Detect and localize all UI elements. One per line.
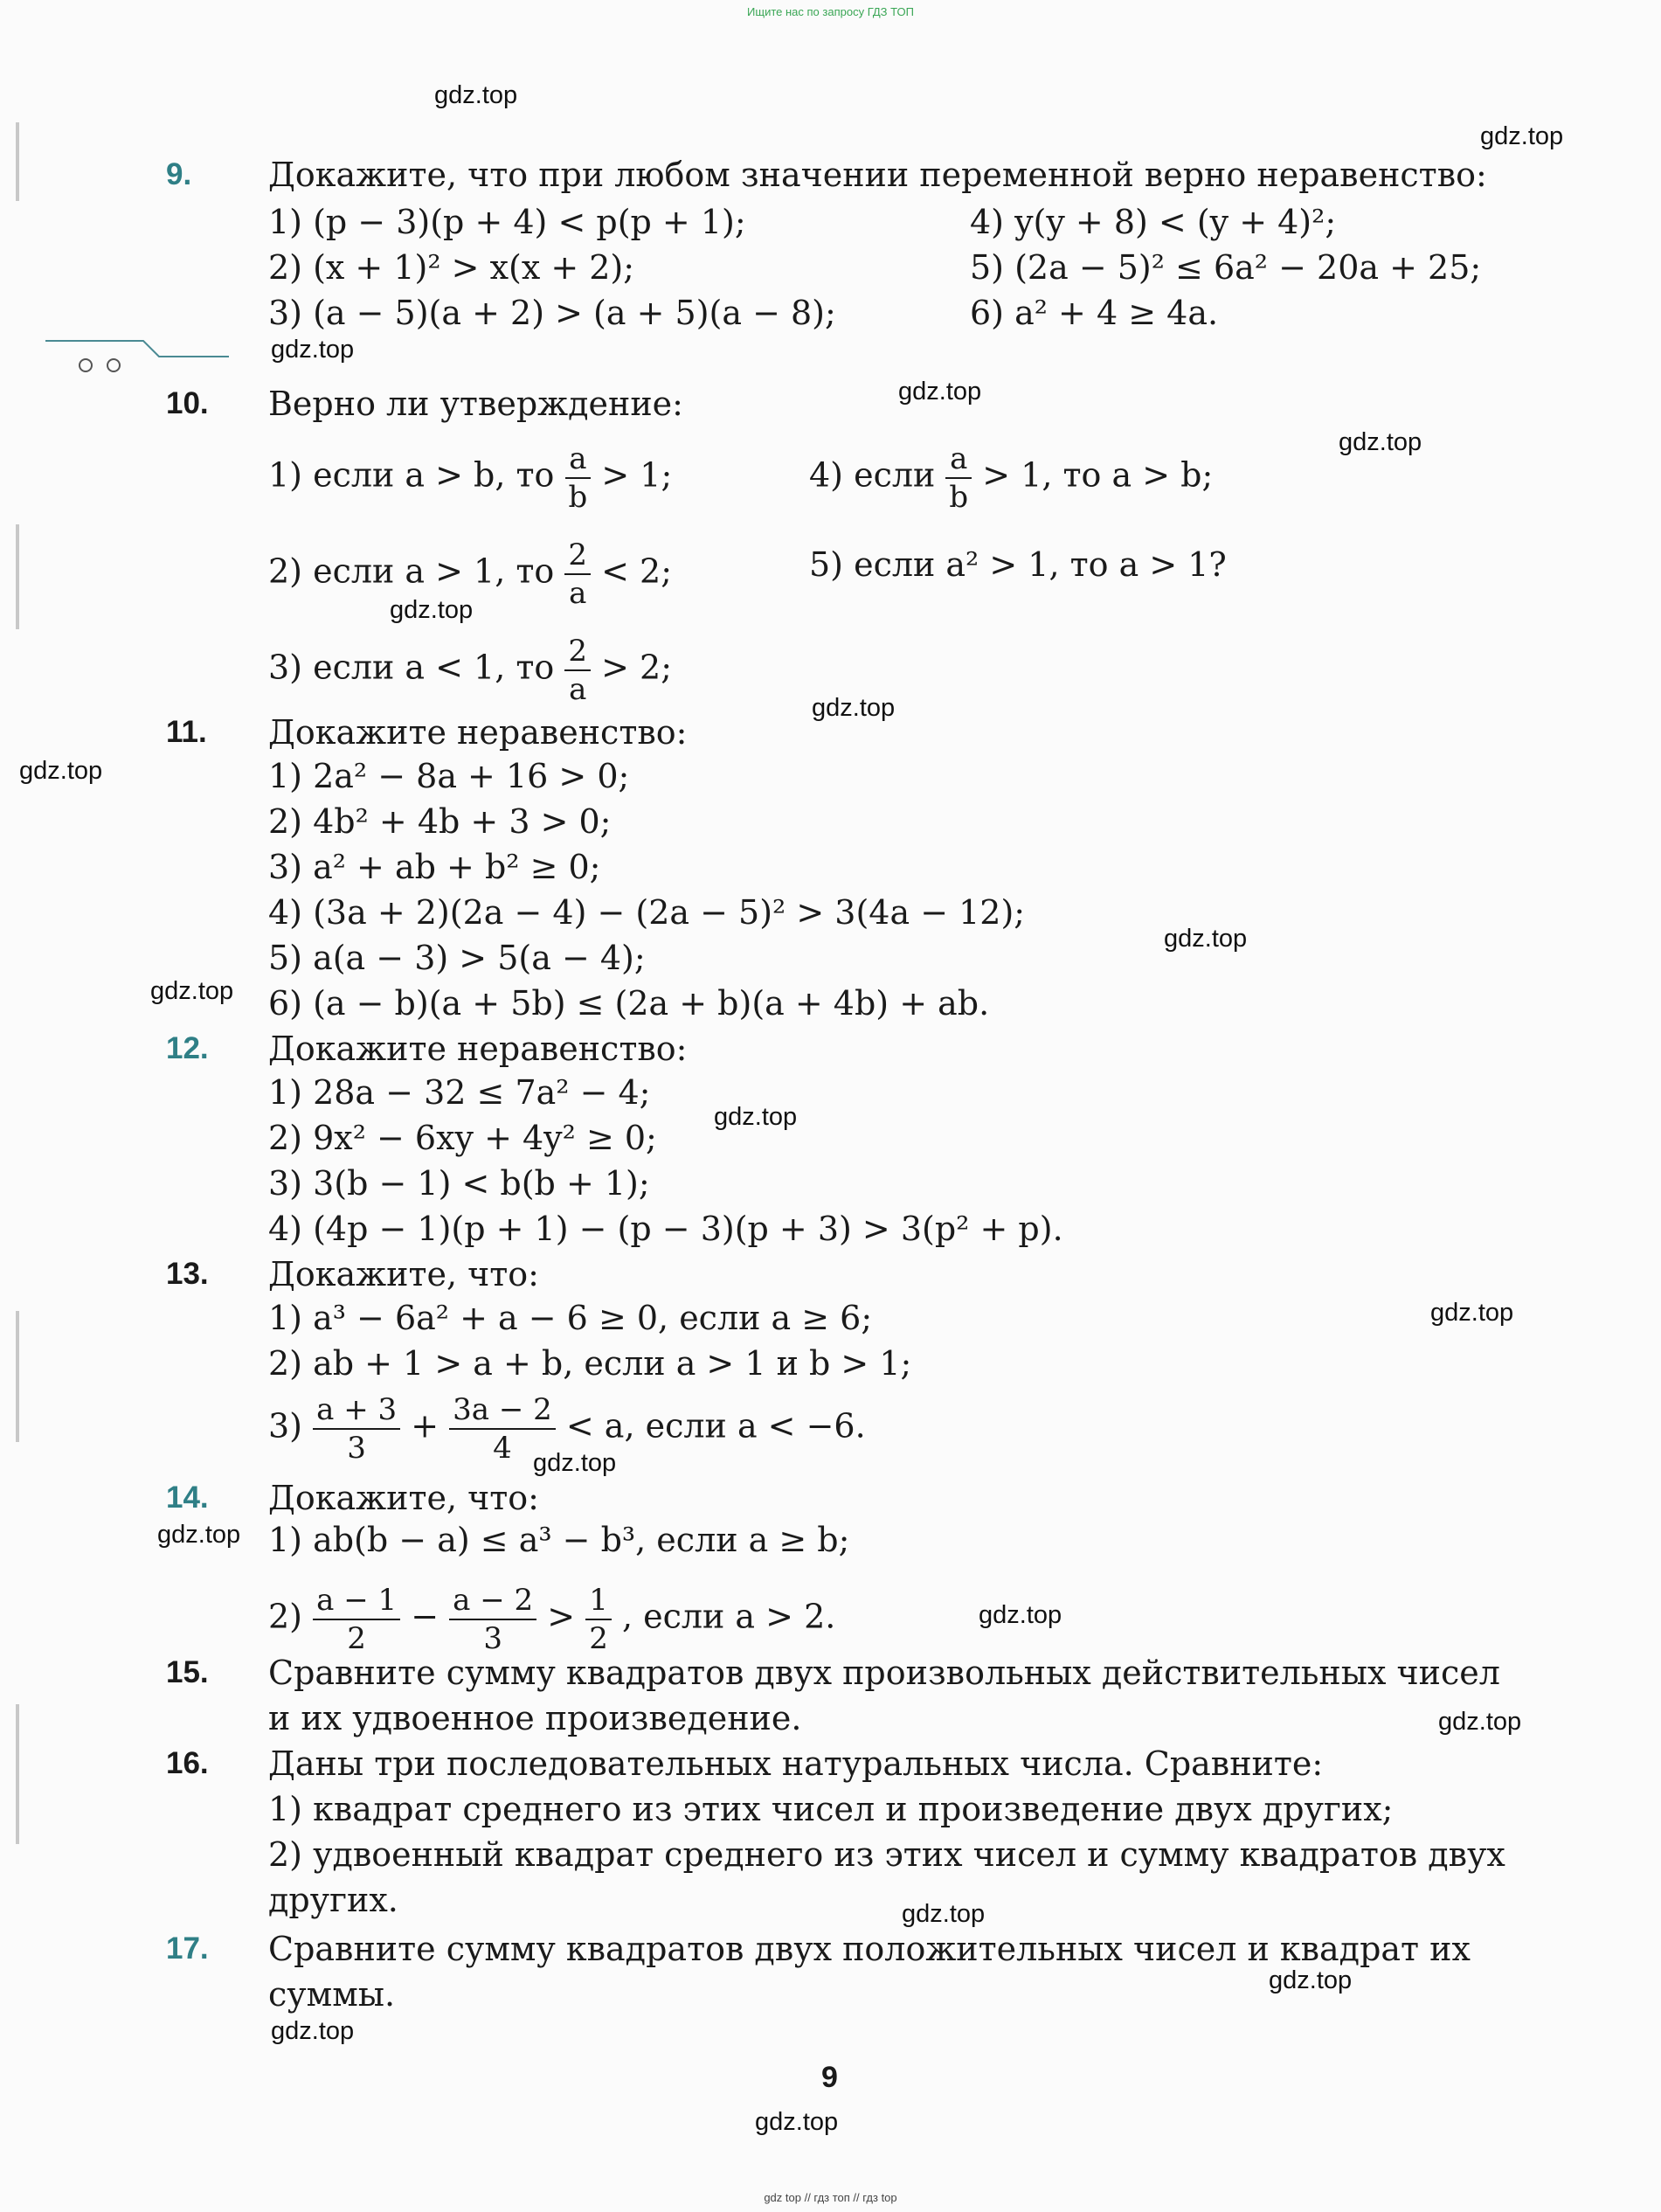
scan-edge-mark (16, 1704, 19, 1844)
inequality: 3) $\frac{a + 3}{3}$ + $\frac{3a - 2}{4}$ < a, если a < −6. (268, 1392, 866, 1466)
scan-edge-mark (16, 122, 19, 201)
task-number: 15. (166, 1655, 209, 1689)
watermark: gdz.top (1164, 925, 1248, 953)
inequality: 2) ab + 1 > a + b, если a > 1 и b > 1; (268, 1344, 912, 1383)
fraction: $\frac{1}{2}$ (585, 1585, 612, 1654)
inequality: 3) 3(b − 1) < b(b + 1); (268, 1164, 650, 1203)
fraction: $\frac{a - 2}{3}$ (449, 1585, 536, 1654)
watermark: gdz.top (434, 81, 518, 109)
task-title: Докажите неравенство: (268, 1030, 688, 1068)
task-text: 1) квадрат среднего из этих чисел и произведение двух других; (268, 1790, 1394, 1828)
task-number: 9. (166, 157, 192, 191)
watermark: gdz.top (979, 1601, 1062, 1629)
watermark: gdz.top (1438, 1708, 1522, 1736)
inequality: 1) 2a² − 8a + 16 > 0; (268, 757, 630, 795)
watermark: gdz.top (150, 977, 234, 1005)
inequality: 1) (p − 3)(p + 4) < p(p + 1); (268, 203, 746, 241)
statement: 4) если $\frac{a}{b}$ > 1, то a > b; (809, 441, 1214, 515)
watermark: gdz.top (390, 596, 474, 624)
fraction: $\frac{a - 1}{2}$ (313, 1585, 400, 1654)
task-text: Сравните сумму квадратов двух положительных чисел и квадрат их (268, 1930, 1471, 1968)
watermark: gdz.top (1480, 122, 1564, 150)
watermark: gdz.top (1430, 1299, 1514, 1327)
inequality: 1) ab(b − a) ≤ a³ − b³, если a ≥ b; (268, 1521, 850, 1559)
inequality: 5) (2a − 5)² ≤ 6a² − 20a + 25; (970, 248, 1482, 287)
scan-edge-mark (16, 524, 19, 629)
watermark: gdz.top (271, 336, 355, 364)
inequality: 2) 4b² + 4b + 3 > 0; (268, 802, 612, 841)
watermark: gdz.top (714, 1103, 798, 1131)
statement: 2) если a > 1, то $\frac{2}{a}$ < 2; (268, 537, 673, 611)
inequality: 4) (4p − 1)(p + 1) − (p − 3)(p + 3) > 3(p² + p). (268, 1210, 1063, 1248)
fraction: $\frac{2}{a}$ (564, 636, 591, 704)
fraction: $\frac{a}{b}$ (945, 444, 972, 512)
statement: 5) если a² > 1, то a > 1? (809, 545, 1227, 584)
fraction: $\frac{a + 3}{3}$ (313, 1395, 400, 1463)
fraction: $\frac{2}{a}$ (564, 540, 591, 608)
watermark: gdz.top (755, 2108, 839, 2136)
fraction: $\frac{a}{b}$ (565, 444, 592, 512)
watermark: gdz.top (533, 1449, 617, 1477)
task-number: 13. (166, 1257, 209, 1291)
statement: 1) если a > b, то $\frac{a}{b}$ > 1; (268, 441, 673, 515)
inequality: 6) a² + 4 ≥ 4a. (970, 294, 1219, 332)
inequality: 1) 28a − 32 ≤ 7a² − 4; (268, 1073, 651, 1112)
task-text: и их удвоенное произведение. (268, 1699, 802, 1737)
watermark: gdz.top (1269, 1966, 1353, 1994)
inequality: 4) y(y + 8) < (y + 4)²; (970, 203, 1337, 241)
watermark: gdz.top (812, 694, 896, 722)
inequality: 3) a² + ab + b² ≥ 0; (268, 848, 601, 886)
task-title: Докажите, что: (268, 1255, 539, 1293)
task-number: 12. (166, 1031, 209, 1065)
task-text: других. (268, 1881, 398, 1919)
task-number: 10. (166, 386, 209, 420)
task-text: суммы. (268, 1975, 396, 2014)
page-number: 9 (821, 2061, 838, 2094)
watermark: gdz.top (902, 1900, 986, 1928)
inequality: 1) a³ − 6a² + a − 6 ≥ 0, если a ≥ 6; (268, 1299, 873, 1337)
task-title: Докажите, что при любом значении переменной верно неравенство: (268, 156, 1487, 194)
task-number: 17. (166, 1931, 209, 1966)
inequality: 2) (x + 1)² > x(x + 2); (268, 248, 635, 287)
watermark: gdz.top (19, 757, 103, 785)
task-text: 2) удвоенный квадрат среднего из этих чисел и сумму квадратов двух (268, 1835, 1505, 1874)
inequality: 6) (a − b)(a + 5b) ≤ (2a + b)(a + 4b) + ab. (268, 984, 990, 1023)
fraction: $\frac{3a - 2}{4}$ (449, 1395, 556, 1463)
task-title: Даны три последовательных натуральных числа. Сравните: (268, 1744, 1324, 1783)
inequality: 5) a(a − 3) > 5(a − 4); (268, 939, 646, 977)
inequality: 3) (a − 5)(a + 2) > (a + 5)(a − 8); (268, 294, 836, 332)
inequality: 2) 9x² − 6xy + 4y² ≥ 0; (268, 1119, 657, 1157)
watermark: gdz.top (1339, 428, 1422, 456)
bottom-banner[interactable]: gdz top // гдз топ // гдз top (764, 2191, 897, 2204)
task-number: 16. (166, 1746, 209, 1780)
scan-edge-mark (16, 1311, 19, 1442)
inequality: 2) $\frac{a - 1}{2}$ − $\frac{a - 2}{3}$ > $\frac{1}{2}$ , если a > 2. (268, 1583, 836, 1656)
task-title: Верно ли утверждение: (268, 385, 683, 423)
task-number: 11. (166, 715, 207, 749)
section-decoration-icon (45, 337, 229, 372)
watermark: gdz.top (157, 1521, 241, 1549)
task-text: Сравните сумму квадратов двух произвольных действительных чисел (268, 1654, 1500, 1692)
top-banner[interactable]: Ищите нас по запросу ГДЗ ТОП (747, 5, 914, 18)
statement: 3) если a < 1, то $\frac{2}{a}$ > 2; (268, 634, 673, 707)
watermark: gdz.top (271, 2017, 355, 2045)
task-title: Докажите неравенство: (268, 713, 688, 752)
inequality: 4) (3a + 2)(2a − 4) − (2a − 5)² > 3(4a − 12); (268, 893, 1026, 932)
watermark: gdz.top (898, 378, 982, 406)
task-title: Докажите, что: (268, 1479, 539, 1517)
task-number: 14. (166, 1480, 209, 1515)
